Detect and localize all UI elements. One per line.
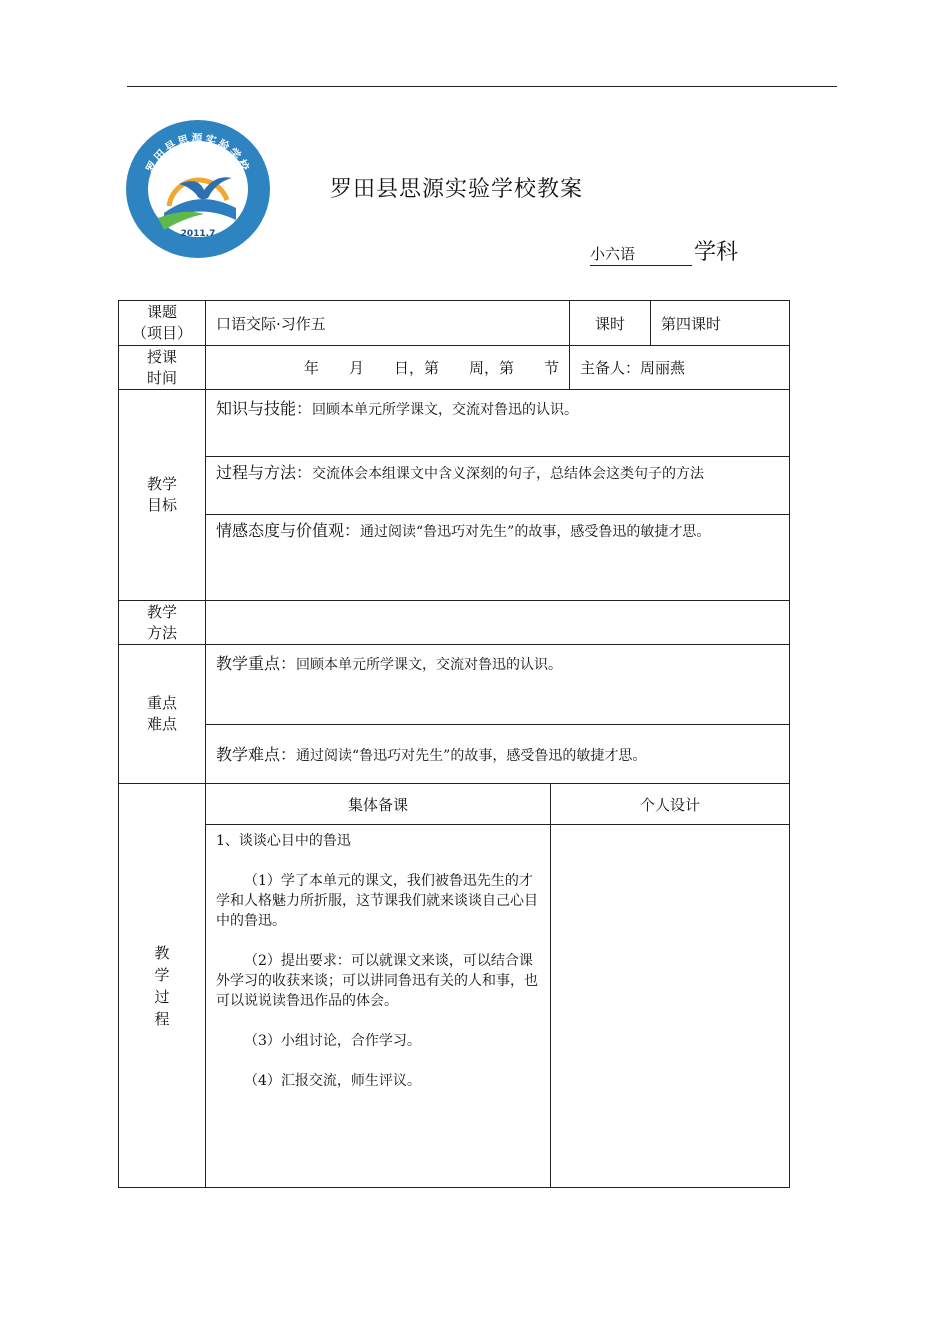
row-process-body: [119, 825, 790, 1188]
logo-arc-text: 罗田县思源实验学校: [143, 132, 253, 175]
row-objective-process: [119, 457, 790, 515]
logo-year: 2011.7: [180, 229, 216, 239]
collective-content: [206, 825, 551, 1188]
header-rule: [127, 86, 837, 87]
difficult-cell: [206, 725, 790, 784]
knowledge-title: 知识与技能：: [216, 399, 313, 418]
process-step-1: 1、谈谈心目中的鲁迅: [216, 833, 351, 849]
process-title: 过程与方法：: [216, 463, 313, 482]
keypoint-cell: [206, 645, 790, 725]
process-label-3: 过: [154, 987, 170, 1006]
row-process-header: [119, 784, 790, 825]
subject-line: [590, 235, 738, 266]
emotion-text: 通过阅读“鲁迅巧对先生”的故事，感受鲁迅的敏捷才思。: [360, 524, 711, 540]
emotion-title: 情感态度与价值观：: [216, 521, 361, 540]
process-label: [119, 784, 206, 1188]
col-collective-header: 集体备课: [206, 784, 551, 825]
row-keypoint: [119, 645, 790, 725]
row-topic: [119, 301, 790, 346]
time-label: [119, 346, 206, 390]
process-item-1: （1）学了本单元的课文，我们被鲁迅先生的才学和人格魅力所折服，这节课我们就来谈谈自己心目中的鲁迅。: [216, 873, 538, 929]
objective-emotion: [206, 515, 790, 601]
process-item-4: （4）汇报交流，师生评议。: [244, 1073, 421, 1089]
keypoints-label-1: 重点: [146, 694, 177, 712]
knowledge-text: 回顾本单元所学课文，交流对鲁迅的认识。: [312, 402, 579, 418]
row-method: [119, 601, 790, 645]
school-logo: [124, 118, 272, 260]
hours-value: 第四课时: [651, 301, 790, 346]
subject-suffix: 学科: [694, 240, 739, 265]
process-label-2: 学: [154, 965, 170, 984]
process-item-2: （2）提出要求：可以就课文来谈，可以结合课外学习的收获来谈；可以讲同鲁迅有关的人和事，也可以说说读鲁迅作品的体会。: [216, 953, 538, 1009]
topic-label-2: （项目）: [131, 324, 192, 342]
row-difficult: [119, 725, 790, 784]
objectives-label-2: 目标: [146, 496, 177, 514]
keypoints-label-2: 难点: [146, 715, 177, 733]
topic-label-1: 课题: [146, 303, 177, 321]
col-personal-header: 个人设计: [551, 784, 790, 825]
objective-knowledge: [206, 390, 790, 457]
objective-process: [206, 457, 790, 515]
row-objective-emotion: [119, 515, 790, 601]
subject-name: 小六语: [590, 243, 692, 266]
method-value: [206, 601, 790, 645]
time-label-1: 授课: [146, 347, 177, 366]
process-label-4: 程: [154, 1009, 170, 1028]
keypoints-label: [119, 645, 206, 784]
objectives-label-1: 教学: [146, 475, 177, 493]
method-label: [119, 601, 206, 645]
key-title: 教学重点：: [216, 654, 297, 673]
method-label-2: 方法: [146, 623, 177, 642]
personal-content: [551, 825, 790, 1188]
time-date: 年 月 日，第 周，第 节: [206, 346, 570, 390]
process-item-3: （3）小组讨论，合作学习。: [244, 1033, 421, 1049]
hours-label: 课时: [570, 301, 651, 346]
process-label-1: 教: [154, 943, 170, 962]
difficult-text: 通过阅读“鲁迅巧对先生”的故事，感受鲁迅的敏捷才思。: [296, 748, 647, 764]
preparer: 主备人：周丽燕: [570, 346, 790, 390]
row-time: [119, 346, 790, 390]
time-label-2: 时间: [146, 368, 177, 387]
method-label-1: 教学: [146, 602, 177, 621]
row-objective-knowledge: [119, 390, 790, 457]
process-text: 交流体会本组课文中含义深刻的句子，总结体会这类句子的方法: [312, 466, 705, 482]
lesson-plan-table: [118, 300, 790, 1188]
key-text: 回顾本单元所学课文，交流对鲁迅的认识。: [296, 657, 563, 673]
topic-value: 口语交际·习作五: [206, 301, 570, 346]
difficult-title: 教学难点：: [216, 745, 297, 764]
topic-label: [119, 301, 206, 346]
objectives-label: [119, 390, 206, 601]
school-title: 罗田县思源实验学校教案: [330, 177, 584, 202]
